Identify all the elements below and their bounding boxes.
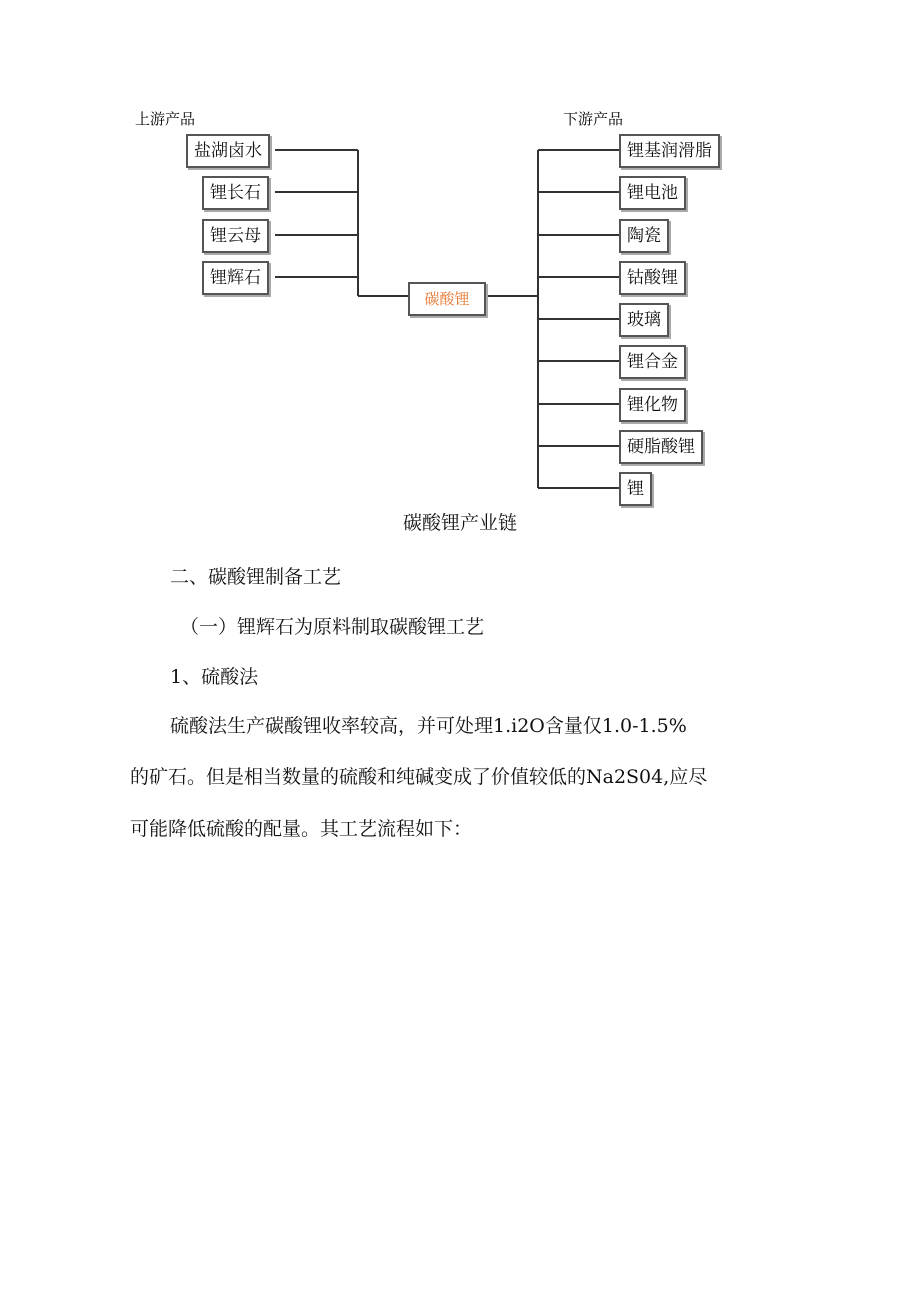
subsection-heading: （一）锂辉石为原料制取碳酸锂工艺 bbox=[180, 616, 485, 638]
connector-lines bbox=[0, 0, 920, 510]
paragraph-line-1: 硫酸法生产碳酸锂收率较高，并可处理1.i2O含量仅1.0-1.5% bbox=[170, 715, 687, 737]
downstream-box-stearate: 硬脂酸锂 bbox=[619, 430, 703, 464]
downstream-box-grease: 锂基润滑脂 bbox=[619, 134, 720, 168]
upstream-box-lepidolite: 锂云母 bbox=[202, 219, 269, 253]
item-heading: 1、硫酸法 bbox=[170, 666, 259, 688]
upstream-header: 上游产品 bbox=[135, 110, 196, 128]
downstream-box-compounds: 锂化物 bbox=[619, 388, 686, 422]
downstream-box-lithium: 锂 bbox=[619, 472, 652, 506]
upstream-box-brine: 盐湖卤水 bbox=[186, 134, 270, 168]
center-box-lithium-carbonate: 碳酸锂 bbox=[408, 282, 486, 316]
downstream-box-battery: 锂电池 bbox=[619, 176, 686, 210]
section-heading: 二、碳酸锂制备工艺 bbox=[170, 566, 342, 588]
diagram-caption: 碳酸锂产业链 bbox=[402, 512, 517, 534]
upstream-box-lepidolite-feldspar: 锂长石 bbox=[202, 176, 269, 210]
industry-chain-diagram bbox=[0, 0, 920, 510]
downstream-header: 下游产品 bbox=[563, 110, 624, 128]
downstream-box-ceramics: 陶瓷 bbox=[619, 219, 669, 253]
upstream-box-spodumene: 锂辉石 bbox=[202, 261, 269, 295]
paragraph-line-2: 的矿石。但是相当数量的硫酸和纯碱变成了价值较低的Na2S04,应尽 bbox=[130, 766, 708, 788]
paragraph-line-3: 可能降低硫酸的配量。其工艺流程如下： bbox=[130, 818, 473, 840]
downstream-box-glass: 玻璃 bbox=[619, 303, 669, 337]
downstream-box-alloy: 锂合金 bbox=[619, 345, 686, 379]
downstream-box-lithium-cobaltate: 钴酸锂 bbox=[619, 261, 686, 295]
